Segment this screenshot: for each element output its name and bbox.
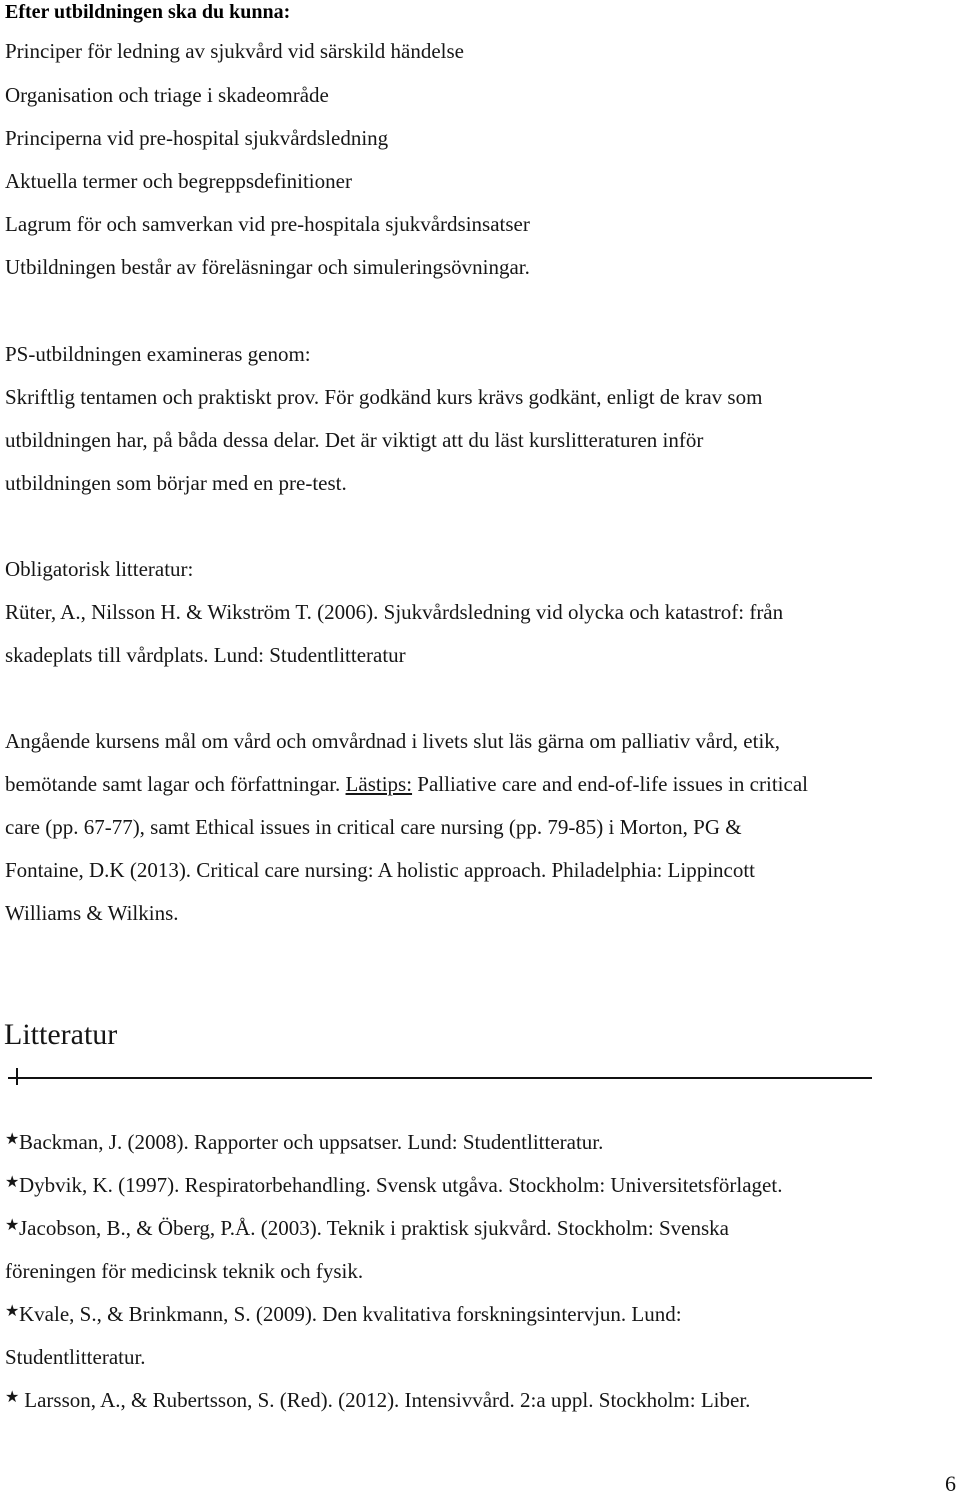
literature-ref-3-cont: föreningen för medicinsk teknik och fysik. bbox=[5, 1259, 364, 1283]
star-icon: ★ bbox=[5, 1129, 20, 1148]
exam-line-3: utbildningen som börjar med en pre-test. bbox=[5, 471, 347, 495]
palliative-line-4: Fontaine, D.K (2013). Critical care nursing: A holistic approach. Philadelphia: Lippincott bbox=[5, 858, 756, 882]
outcome-item-4: Aktuella termer och begreppsdefinitioner bbox=[5, 169, 352, 193]
outcome-item-5: Lagrum för och samverkan vid pre-hospitala sjukvårdsinsatser bbox=[5, 212, 530, 236]
mandatory-ref-line-1: Rüter, A., Nilsson H. & Wikström T. (2006). Sjukvårdsledning vid olycka och katastrof: från bbox=[5, 600, 784, 624]
palliative-line-2 bbox=[5, 770, 808, 798]
literature-ref-text: Backman, J. (2008). Rapporter och uppsatser. Lund: Studentlitteratur. bbox=[19, 1130, 604, 1154]
outcome-item-2: Organisation och triage i skadeområde bbox=[5, 83, 329, 107]
palliative-line-2-start: bemötande samt lagar och författningar. bbox=[5, 772, 346, 796]
outcomes-heading: Efter utbildningen ska du kunna: bbox=[5, 1, 291, 23]
mandatory-literature-heading: Obligatorisk litteratur: bbox=[5, 557, 194, 581]
palliative-line-5: Williams & Wilkins. bbox=[5, 901, 179, 925]
outcome-item-3: Principerna vid pre-hospital sjukvårdsledning bbox=[5, 126, 389, 150]
literature-ref-text: Dybvik, K. (1997). Respiratorbehandling. Svensk utgåva. Stockholm: Universitetsförlaget. bbox=[19, 1173, 783, 1197]
palliative-line-3: care (pp. 67-77), samt Ethical issues in critical care nursing (pp. 79-85) i Morton, PG & bbox=[5, 815, 742, 839]
literature-ref-3 bbox=[5, 1214, 729, 1244]
literature-ref-4 bbox=[5, 1300, 682, 1330]
page-number: 6 bbox=[945, 1471, 956, 1496]
literature-ref-2 bbox=[5, 1171, 782, 1201]
literature-ref-5 bbox=[5, 1386, 750, 1416]
title-rule bbox=[8, 1077, 872, 1079]
literature-ref-1 bbox=[5, 1128, 603, 1158]
star-icon: ★ bbox=[5, 1215, 20, 1234]
literature-ref-text: Larsson, A., & Rubertsson, S. (Red). (2012). Intensivvård. 2:a uppl. Stockholm: Liber. bbox=[19, 1388, 751, 1412]
reading-tips-label: Lästips: bbox=[345, 772, 413, 796]
palliative-line-1: Angående kursens mål om vård och omvårdnad i livets slut läs gärna om palliativ vård, etik, bbox=[5, 729, 781, 753]
star-icon: ★ bbox=[5, 1387, 20, 1406]
literature-ref-text: Kvale, S., & Brinkmann, S. (2009). Den kvalitativa forskningsintervjun. Lund: bbox=[19, 1302, 682, 1326]
course-format-text: Utbildningen består av föreläsningar och simuleringsövningar. bbox=[5, 255, 530, 279]
literature-ref-4-cont: Studentlitteratur. bbox=[5, 1345, 146, 1369]
star-icon: ★ bbox=[5, 1172, 20, 1191]
exam-heading: PS-utbildningen examineras genom: bbox=[5, 342, 311, 366]
star-icon: ★ bbox=[5, 1301, 20, 1320]
palliative-line-2-end: Palliative care and end-of-life issues in critical bbox=[412, 772, 808, 796]
mandatory-ref-line-2: skadeplats till vårdplats. Lund: Studentlitteratur bbox=[5, 643, 406, 667]
exam-line-1: Skriftlig tentamen och praktiskt prov. För godkänd kurs krävs godkänt, enligt de krav som bbox=[5, 385, 763, 409]
outcome-item-1: Principer för ledning av sjukvård vid särskild händelse bbox=[5, 39, 464, 63]
exam-line-2: utbildningen har, på båda dessa delar. Det är viktigt att du läst kurslitteraturen inför bbox=[5, 428, 704, 452]
literature-ref-text: Jacobson, B., & Öberg, P.Å. (2003). Teknik i praktisk sjukvård. Stockholm: Svenska bbox=[19, 1216, 729, 1240]
literature-title: Litteratur bbox=[4, 1018, 118, 1051]
